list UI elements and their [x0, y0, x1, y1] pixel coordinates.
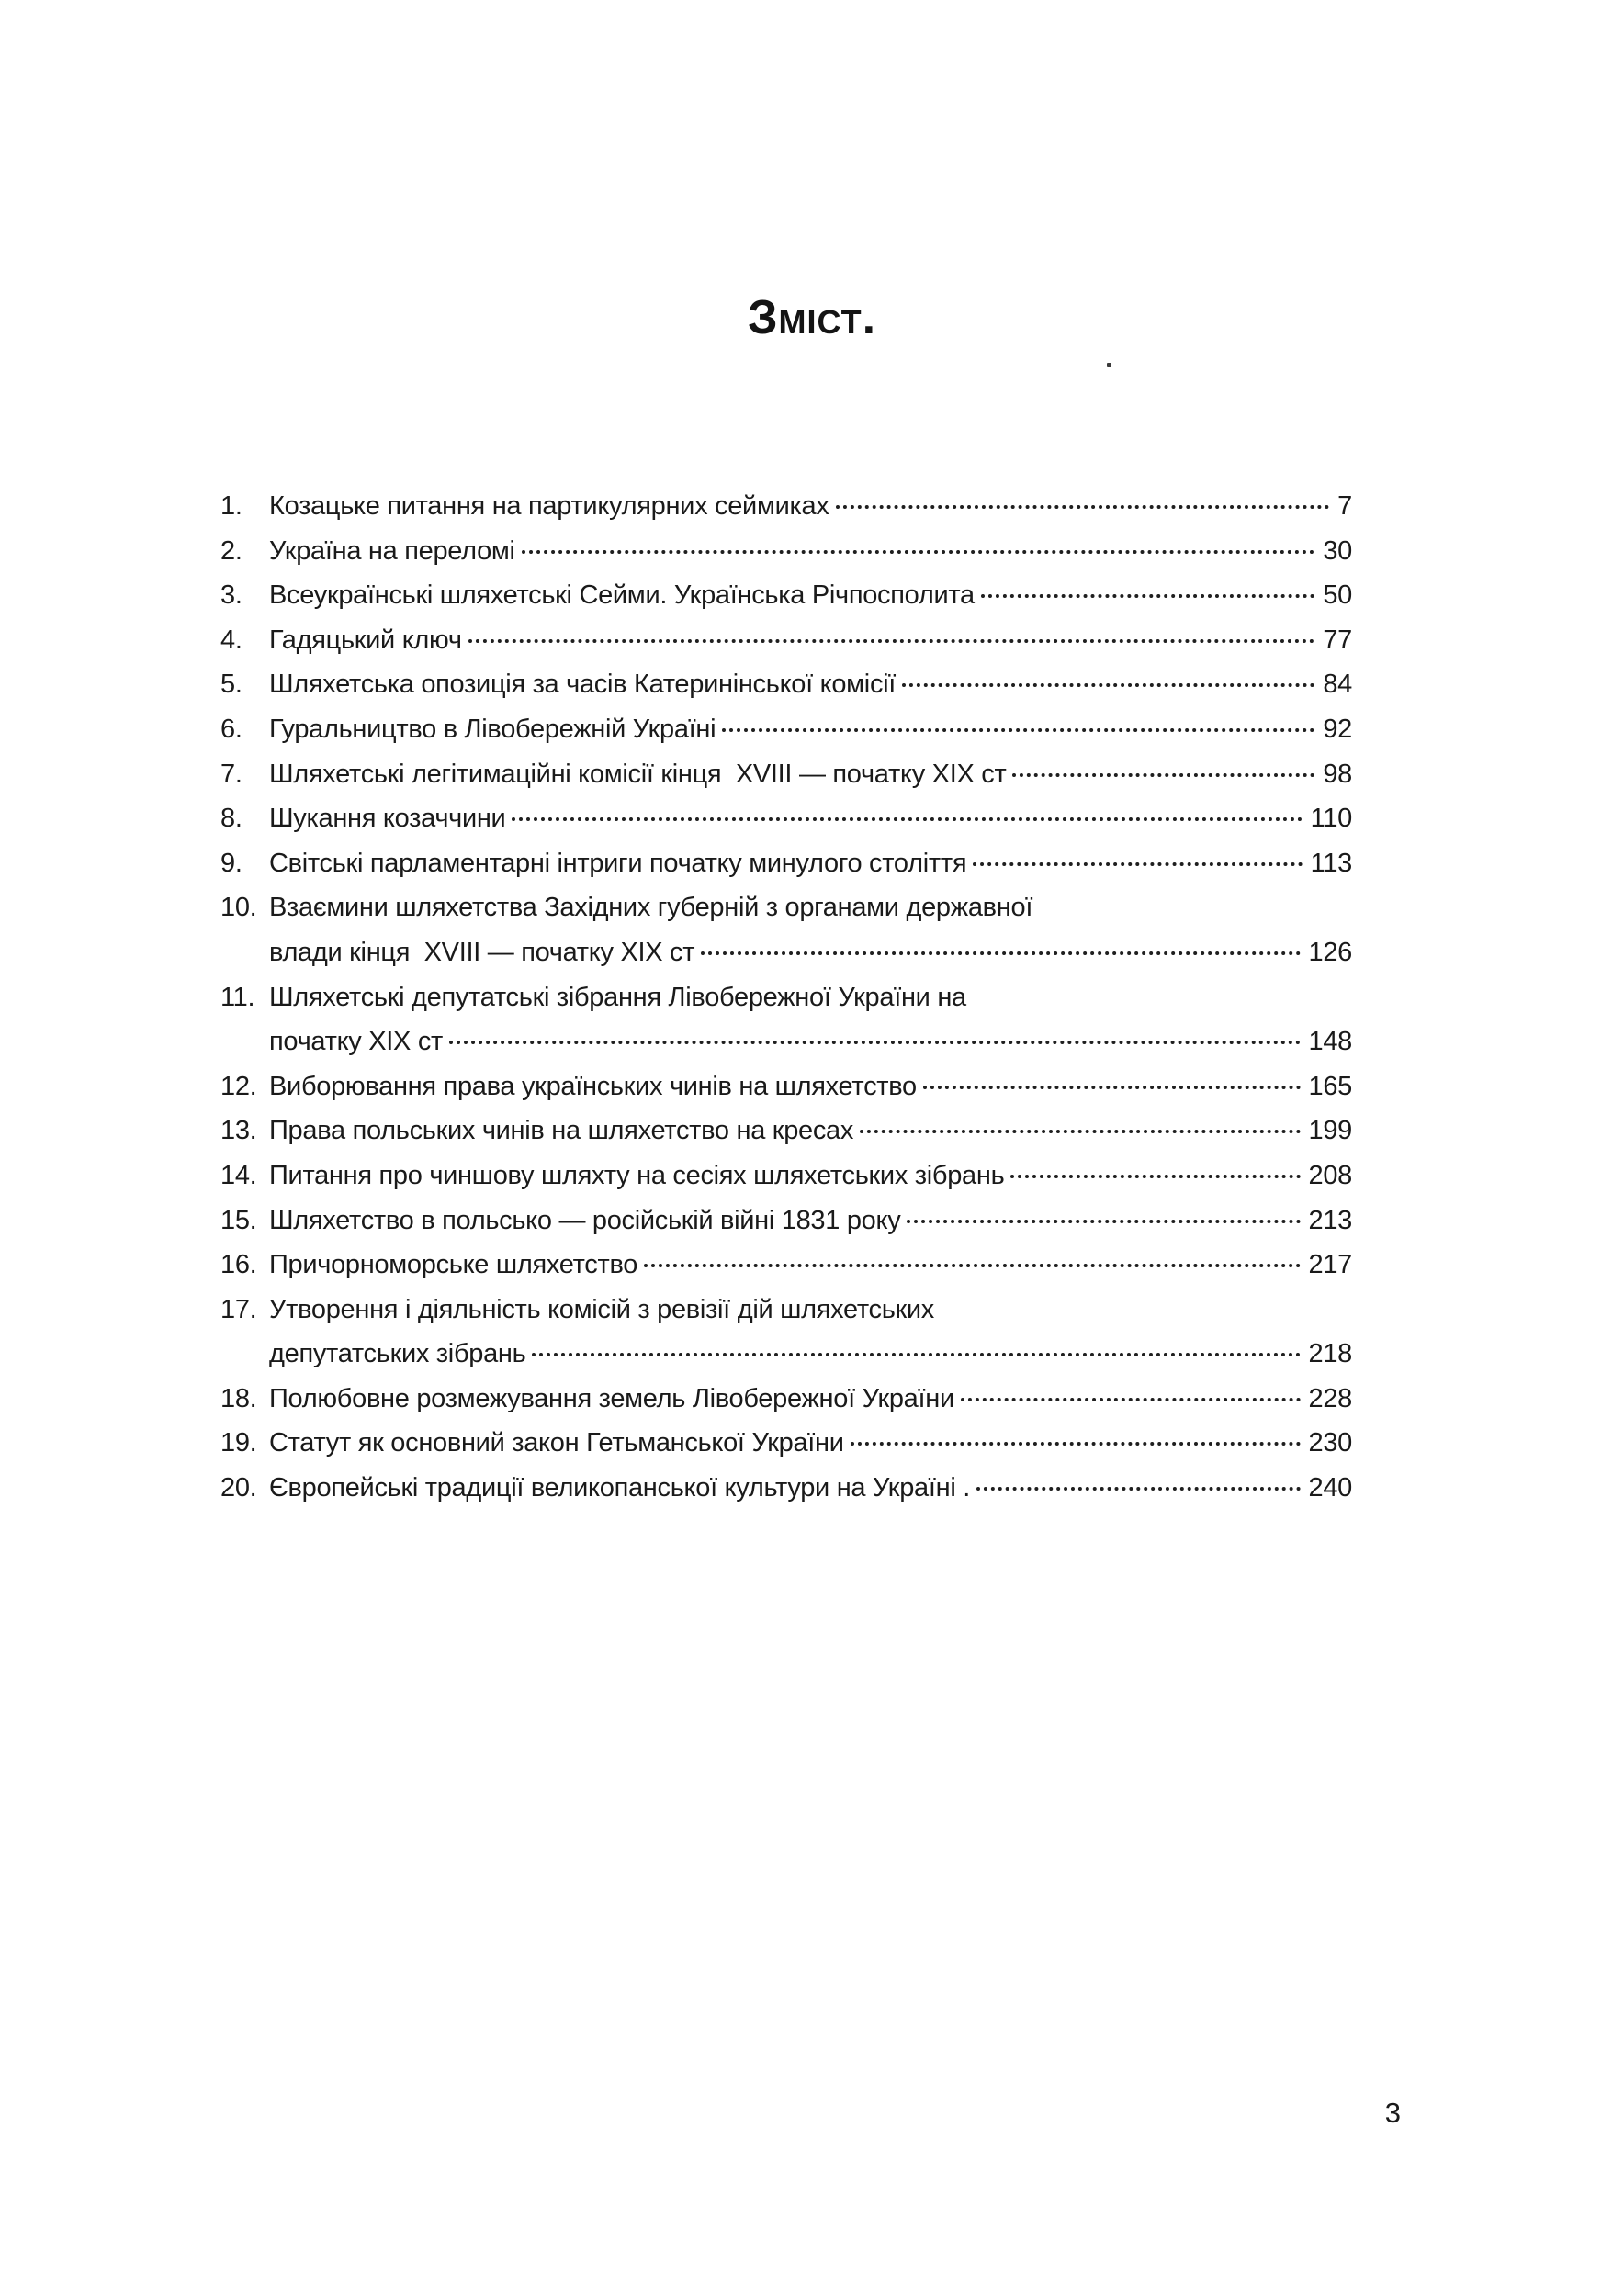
- toc-entry-title: депутатських зібрань: [269, 1339, 526, 1369]
- toc-entry-title: Гуральництво в Лівобережній Україні: [269, 714, 716, 744]
- toc-entry-line: [220, 1421, 1352, 1466]
- table-of-contents: [220, 484, 1352, 1511]
- toc-entry-title: Україна на переломі: [269, 535, 515, 566]
- toc-entry-line: [220, 618, 1352, 663]
- toc-entry-title: влади кінця XVIII — початку XIX ст: [269, 937, 695, 967]
- toc-page-number: 218: [1308, 1339, 1352, 1369]
- toc-dot-leader: [981, 594, 1314, 598]
- toc-entry-title: Статут як основний закон Гетьманської України: [269, 1428, 844, 1458]
- toc-entry-title: початку XIX ст: [269, 1027, 444, 1057]
- toc-page-number: 92: [1323, 714, 1352, 744]
- toc-entry-line: [220, 1199, 1352, 1244]
- toc-entry-number: 12.: [220, 1071, 257, 1101]
- toc-dot-leader: [923, 1086, 1301, 1089]
- toc-dot-leader: [1010, 1175, 1300, 1178]
- toc-page-number: 77: [1323, 625, 1352, 655]
- toc-entry-line: [220, 707, 1352, 752]
- toc-dot-leader: [701, 951, 1300, 955]
- toc-entry-line: [220, 841, 1352, 886]
- toc-dot-leader: [644, 1264, 1300, 1267]
- toc-entry-title: Козацьке питання на партикулярних сеймиках: [269, 491, 829, 521]
- toc-entry-line: [220, 529, 1352, 574]
- toc-entry-number: 3.: [220, 580, 242, 611]
- toc-entry-number: 13.: [220, 1116, 257, 1146]
- toc-page-number: 148: [1308, 1027, 1352, 1057]
- toc-entry-number: 4.: [220, 625, 242, 655]
- toc-entry-title: Всеукраїнські шляхетські Сейми. Українська Річпосполита: [269, 580, 975, 611]
- toc-page-number: 228: [1308, 1383, 1352, 1413]
- toc-entry-title: Причорноморське шляхетство: [269, 1250, 638, 1280]
- toc-entry-title: Шляхетська опозиція за часів Катеринінської комісії: [269, 670, 897, 700]
- toc-entry-number: 8.: [220, 804, 242, 834]
- toc-entry-title: Гадяцький ключ: [269, 625, 462, 655]
- toc-entry-title: Утворення і діяльність комісій з ревізії дій шляхетських: [269, 1294, 935, 1324]
- toc-entry-title: Виборювання права українських чинів на шляхетство: [269, 1071, 917, 1101]
- toc-entry-title: Шукання козаччини: [269, 804, 506, 834]
- toc-page-number: 113: [1310, 848, 1352, 878]
- toc-entry-title: Полюбовне розмежування земель Лівобережної України: [269, 1383, 954, 1413]
- toc-entry-line: [220, 1332, 1352, 1377]
- toc-entry-number: 16.: [220, 1250, 257, 1280]
- toc-entry-number: 5.: [220, 670, 242, 700]
- toc-entry-line: [220, 885, 1352, 930]
- scan-artifact-dot: [1107, 363, 1111, 367]
- toc-dot-leader: [851, 1442, 1301, 1446]
- toc-dot-leader: [722, 728, 1314, 732]
- toc-dot-leader: [468, 639, 1315, 643]
- toc-entry-line: [220, 1377, 1352, 1422]
- toc-page-number: 110: [1310, 804, 1352, 834]
- toc-entry-number: 10.: [220, 893, 257, 923]
- toc-dot-leader: [512, 817, 1302, 821]
- toc-dot-leader: [976, 1487, 1301, 1491]
- toc-dot-leader: [449, 1041, 1300, 1044]
- toc-dot-leader: [902, 683, 1314, 687]
- toc-entry-line: [220, 1288, 1352, 1333]
- toc-page-number: 240: [1308, 1473, 1352, 1503]
- toc-entry-line: [220, 975, 1352, 1020]
- toc-entry-number: 14.: [220, 1160, 257, 1190]
- toc-dot-leader: [860, 1130, 1300, 1133]
- toc-entry-title: Шляхетські легітимаційні комісії кінця XVIII — початку XIX ст: [269, 759, 1007, 789]
- toc-entry-title: Взаємини шляхетства Західних губерній з органами державної: [269, 893, 1033, 923]
- toc-entry-title: Шляхетство в польсько — російській війні 1831 року: [269, 1205, 901, 1235]
- toc-entry-number: 1.: [220, 491, 242, 521]
- toc-entry-line: [220, 930, 1352, 975]
- toc-entry-number: 17.: [220, 1294, 257, 1324]
- toc-entry-line: [220, 484, 1352, 529]
- toc-entry-line: [220, 1154, 1352, 1199]
- toc-entry-line: [220, 752, 1352, 797]
- toc-entry-number: 6.: [220, 714, 242, 744]
- toc-dot-leader: [961, 1398, 1301, 1401]
- toc-dot-leader: [907, 1220, 1300, 1223]
- toc-entry-number: 15.: [220, 1205, 257, 1235]
- toc-dot-leader: [973, 862, 1302, 866]
- toc-page-number: 30: [1323, 535, 1352, 566]
- toc-page-number: 7: [1337, 491, 1352, 521]
- toc-entry-number: 18.: [220, 1383, 257, 1413]
- toc-dot-leader: [836, 505, 1330, 509]
- toc-entry-title: Світські парламентарні інтриги початку минулого століття: [269, 848, 967, 878]
- toc-entry-number: 20.: [220, 1473, 257, 1503]
- toc-dot-leader: [1012, 773, 1314, 777]
- toc-entry-title: Питання про чиншову шляхту на сесіях шляхетських зібрань: [269, 1160, 1005, 1190]
- toc-entry-title: Європейські традиції великопанської культури на Україні .: [269, 1473, 970, 1503]
- toc-page-number: 50: [1323, 580, 1352, 611]
- toc-entry-number: 11.: [220, 982, 255, 1012]
- toc-page-number: 165: [1308, 1071, 1352, 1101]
- toc-entry-number: 7.: [220, 759, 242, 789]
- toc-entry-title: Права польських чинів на шляхетство на кресах: [269, 1116, 854, 1146]
- toc-entry-line: [220, 796, 1352, 841]
- toc-page-number: 217: [1308, 1250, 1352, 1280]
- toc-page-number: 84: [1323, 670, 1352, 700]
- toc-entry-number: 2.: [220, 535, 242, 566]
- toc-entry-line: [220, 662, 1352, 707]
- toc-page-number: 208: [1308, 1160, 1352, 1190]
- toc-entry-title: Шляхетські депутатські зібрання Лівобережної України на: [269, 982, 966, 1012]
- toc-page-number: 98: [1323, 759, 1352, 789]
- toc-entry-number: 19.: [220, 1428, 257, 1458]
- toc-page-number: 230: [1308, 1428, 1352, 1458]
- toc-entry-line: [220, 1466, 1352, 1511]
- toc-dot-leader: [522, 550, 1315, 554]
- toc-entry-number: 9.: [220, 848, 242, 878]
- toc-page-number: 199: [1308, 1116, 1352, 1146]
- toc-entry-line: [220, 1064, 1352, 1109]
- toc-entry-line: [220, 1109, 1352, 1154]
- toc-dot-leader: [532, 1353, 1300, 1356]
- toc-entry-line: [220, 1243, 1352, 1288]
- page-number: 3: [1384, 2097, 1401, 2129]
- toc-entry-line: [220, 1019, 1352, 1064]
- toc-entry-line: [220, 573, 1352, 618]
- toc-page-number: 213: [1308, 1205, 1352, 1235]
- page-title: Зміст.: [747, 291, 877, 344]
- toc-page-number: 126: [1308, 937, 1352, 967]
